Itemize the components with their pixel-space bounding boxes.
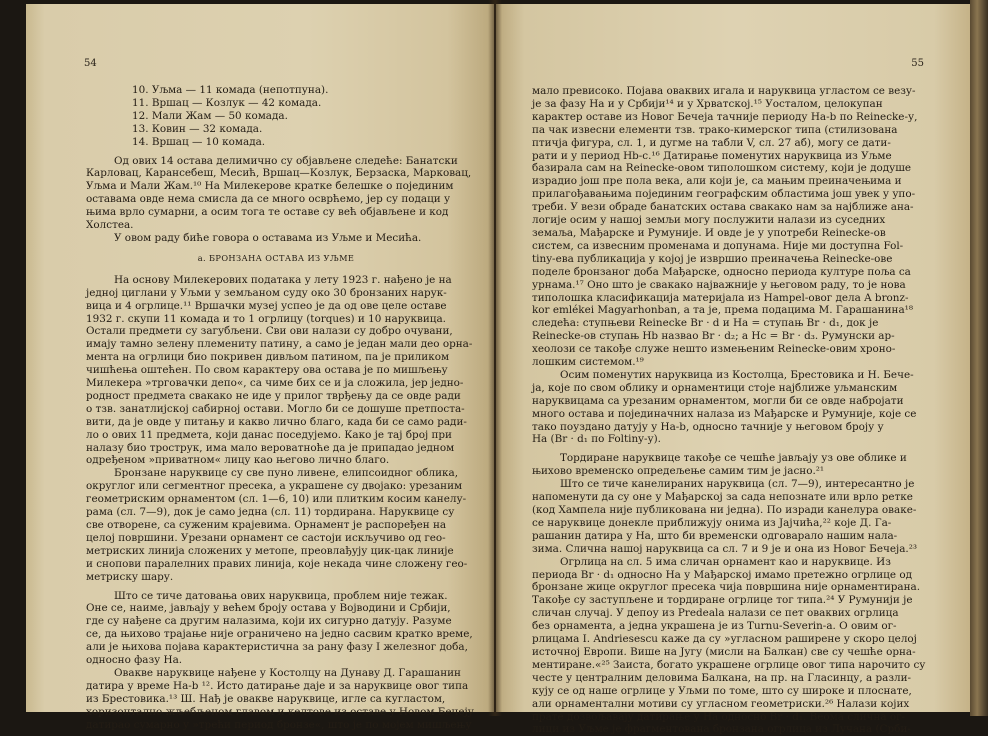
text-line: 1932 г. скупи 11 комада и то 1 огрлицу (torques) и 10 наруквица. bbox=[86, 312, 446, 325]
text-line: одређеном »приватном« лицу као његово лично благо. bbox=[86, 454, 390, 467]
list bbox=[86, 84, 466, 149]
text-line: њима врло сумарни, а осим тога те оставе су већ објављене и код bbox=[86, 206, 449, 219]
text-line: следећа: ступњеви Reinecke Br · d и Ha = ступањ Br · d₁, док је bbox=[532, 317, 879, 330]
text-line: Што се тиче датовања ових наруквица, проблем није тежак. bbox=[114, 589, 448, 602]
text-line: источној Европи. Више на Југу (мисли на Балкан) све су чешће орна- bbox=[532, 645, 916, 658]
text-line: сличан случај. У депоу из Predeala налази се пет оваквих огрлица bbox=[532, 607, 899, 620]
text-line: Огрлица на сл. 5 има сличан орнамент као и наруквице. Из bbox=[560, 555, 891, 568]
paragraph bbox=[86, 467, 466, 583]
left-page-text bbox=[86, 84, 474, 732]
right-page-text bbox=[532, 85, 932, 736]
text-line: Остали предмети су загубљени. Сви ови налази су добро очувани, bbox=[86, 325, 453, 338]
text-line: имају тамно зелену племениту патину, а само је један мали део орна- bbox=[86, 338, 473, 351]
text-line: ја, које по свом облику и орнаментици стоје најближе уљманским bbox=[532, 381, 898, 394]
text-line: рама (сл. 7—9), док је само једна (сл. 11) тордирана. Наруквице су bbox=[86, 506, 455, 519]
text-line: много остава и појединачних налаза из Мађарске и Румуније, које се bbox=[532, 407, 917, 420]
list-item: 14. Вршац — 10 комада. bbox=[132, 135, 266, 148]
paragraph bbox=[86, 589, 473, 667]
text-line: базирала сам на Reinecke-овом типолошком систему, који је додуше bbox=[532, 162, 912, 175]
text-line: рати и у период Hb-c.¹⁶ Датирање поменутих наруквица из Уљме bbox=[532, 149, 892, 162]
text-line: ло о ових 11 предмета, који данас поседујемо. Како је тај број при bbox=[86, 428, 452, 441]
text-line: Од ових 14 остава делимично су објављене следеће: Банатски bbox=[114, 154, 458, 167]
text-line: лици из Уљме је фрагментована бронзана огрлица из Лучана (Срби- bbox=[532, 723, 911, 736]
text-line: Карловац, Карансебеш, Месић, Вршац—Козлук, Берзаска, Марковац, bbox=[86, 167, 472, 180]
paragraph: У овом раду биће говора о оставама из Уљме и Месића. bbox=[114, 231, 422, 244]
text-line: односно фазу Ha. bbox=[86, 654, 183, 667]
text-line: Осим поменутих наруквица из Костолца, Брестовика и Н. Бече- bbox=[560, 368, 914, 381]
text-line: птичја фигура, сл. 1, и дугме на табли V, сл. 27 аб), могу се дати- bbox=[532, 136, 891, 149]
text-line: урнама.¹⁷ Оно што је свакако најважније у његовом раду, то је нова bbox=[532, 278, 906, 291]
text-line: напоменути да су оне у Мађарској за сада непознате или врло ретке bbox=[532, 491, 913, 504]
text-line: вити, да је овде у питању и какво лично благо, када би се само ради- bbox=[86, 415, 467, 428]
book-page-edges bbox=[970, 0, 988, 716]
text-line: округлог или сегментног пресека, а украшене су двојако: урезаним bbox=[86, 480, 463, 493]
text-line: Оне се, наиме, јављају у већем броју остава у Војводини и Србији, bbox=[86, 602, 451, 615]
text-line: али је њихова појава карактеристична за рану фазу I железног доба, bbox=[86, 641, 468, 654]
text-line: треби. У вези обраде банатских остава свакако нам за најближе ана- bbox=[532, 201, 914, 214]
text-line: прилагођавањима појединим географским областима још увек у упо- bbox=[532, 188, 916, 201]
text-line: вица и 4 огрлице.¹¹ Вршачки музеј успео је да од ове целе оставе bbox=[86, 299, 447, 312]
text-line: наруквицама са урезаним орнаментом, могли би се овде набројати bbox=[532, 394, 904, 407]
text-line: о тзв. занатлијској сабирној остави. Могло би се дошуше претпоста- bbox=[86, 402, 465, 415]
text-line: логије осим у нашој земљи могу послужити налази из суседних bbox=[532, 214, 886, 227]
page-number-left: 54 bbox=[84, 58, 97, 69]
text-line: једној циглани у Уљми у земљаном суду око 30 бронзаних нарук- bbox=[86, 286, 447, 299]
text-line: тако поуздано датују у Ha-b, односно тачније у његовом броју у bbox=[532, 420, 884, 433]
text-line: периода Br · d₁ односно Ha у Мађарској имамо претежно огрлице од bbox=[532, 568, 912, 581]
text-line: рашанин датира у Ha, што би временски одговарало нашим нала- bbox=[532, 529, 898, 542]
text-line: па чак извесни елементи тзв. трако-кимерског типа (стилизована bbox=[532, 123, 898, 136]
text-line: где су нађене са другим налазима, који их сигурно датују. Разуме bbox=[86, 615, 452, 628]
list-item: 13. Ковин — 32 комада. bbox=[132, 122, 263, 135]
text-line: На основу Милекерових података у лету 1923 г. нађено је на bbox=[114, 273, 452, 286]
text-line: се, да њихово трајање није ограничено на једно сасвим кратко време, bbox=[86, 628, 473, 641]
text-line: метриских линија сложених у метопе, преовлађују цик-цак линије bbox=[86, 544, 454, 557]
text-line: (код Хампела није публикована ни једна). По изради канелура оваке- bbox=[532, 504, 917, 516]
text-line: геометриским орнаментом (сл. 1—6, 10) или плитким косим канелу- bbox=[86, 493, 467, 506]
text-line: њихово временско опредељење самим тим је јасно.²¹ bbox=[532, 465, 825, 478]
text-line: Уљма и Мали Жам.¹⁰ На Милекерове кратке белешке о појединим bbox=[86, 180, 454, 193]
text-line: чишћења оштећен. По свом карактеру ова остава је по мишљењу bbox=[86, 364, 448, 377]
paragraph bbox=[532, 85, 932, 369]
text-line: и снопови паралелних правих линија, које некада чине сложену гео- bbox=[86, 557, 468, 570]
text-line: датирао сумарно у »трећи период бронзе«, што је по мојем мишљењу bbox=[86, 718, 472, 731]
text-line: прате дозвољавају датирање у Ha односно Br · d₁. Веома слична ог- bbox=[532, 710, 906, 723]
list-item: 12. Мали Жам — 50 комада. bbox=[132, 109, 288, 122]
book-gutter bbox=[488, 0, 502, 716]
text-line: земаља, Мађарске и Румуније. И овде је у употреби Reinecke-ов bbox=[532, 226, 886, 239]
text-line: Ha (Br · d₁ по Foltiny-у). bbox=[532, 433, 661, 446]
paragraph bbox=[86, 154, 472, 232]
text-line: рлицама I. Andriesescu каже да су »угласном раширене у скоро целој bbox=[532, 633, 917, 646]
text-line: типолошка класификација материјала из Hampel-овог дела A bronz- bbox=[532, 291, 909, 304]
text-line: из Брестовика.¹³ Ш. Нађ је овакве наруквице, иглe са кугластом, bbox=[86, 692, 446, 705]
paragraph bbox=[86, 273, 473, 468]
text-line: Тордиране наруквице такође се чешће јављају уз ове облике и bbox=[560, 452, 907, 465]
paragraph bbox=[86, 666, 474, 732]
text-line: налазу био трострук, има мало вероватноће да је припадао једном bbox=[86, 441, 455, 454]
text-line: је за фазу Ha и у Србији¹⁴ и у Хрватској.¹⁵ Уосталом, целокупан bbox=[532, 97, 883, 110]
text-line: али орнаментални мотиви су угласном геометриски.²⁶ Налази којих bbox=[532, 697, 910, 710]
page-number-right: 55 bbox=[911, 58, 924, 69]
text-line: израдио још пре пола века, али који је, са мањим преиначењима и bbox=[532, 175, 902, 188]
list-item: 11. Вршац — Козлук — 42 комада. bbox=[132, 96, 322, 109]
list-item: 10. Уљма — 11 комада (непотпуна). bbox=[132, 84, 329, 96]
text-line: хеолози се такође служе нешто измењеним Reinecke-овим хроно- bbox=[532, 343, 896, 356]
text-line: мента на огрлици био покривен дивљом патином, па је приликом bbox=[86, 351, 450, 364]
text-line: датира у време Ha-b ¹². Исто датирање даје и за наруквице овог типа bbox=[86, 679, 469, 692]
text-line: систем, са извесним променама и допунама. Није ми доступна Fol- bbox=[532, 239, 904, 252]
text-line: зима. Слична нашој наруквица са сл. 7 и 9 је и она из Новог Бечеја.²³ bbox=[532, 542, 918, 555]
text-line: хоризонтално жљебљеном главом и келтове из оставе у Новом Бечеју bbox=[86, 705, 474, 718]
paragraph bbox=[532, 478, 932, 555]
text-line: Такође су заступљене и тордиране огрлице тог типа.²⁴ У Румунији је bbox=[532, 594, 913, 607]
text-line: бронзане жице округлог пресека чија површина није орнаментирана. bbox=[532, 581, 921, 594]
text-line: Reinecke-ов ступањ Hb назвао Br · d₂; а Hc = Br · d₃. Румунски ар- bbox=[532, 330, 895, 343]
text-line: карактер оставе из Новог Бечеја тачније периоду Ha-b по Reinecke-у, bbox=[532, 110, 918, 123]
text-line: ментиране.«²⁵ Заиста, богато украшене огрлице овог типа нарочито су bbox=[532, 658, 926, 671]
text-line: честе у централним деловима Балкана, на пр. на Гласинцу, а разли- bbox=[532, 671, 912, 684]
paragraph bbox=[532, 556, 932, 736]
text-line: Овакве наруквице нађене у Костолцу на Дунаву Д. Гарашанин bbox=[114, 666, 461, 679]
text-line: целој површини. Урезани орнамент се састоји искључиво од гео- bbox=[86, 531, 446, 544]
text-line: kor emlékei Magyarhonban, а та је, према подацима М. Гарашанина¹⁸ bbox=[532, 304, 913, 317]
text-line: tiny-ева публикација у којој је извршио преиначења Reinecke-ове bbox=[532, 252, 893, 265]
text-line: Милекера »трговачки депо«, са чиме бих се и ја сложила, јер једно- bbox=[86, 377, 464, 390]
section-heading: а. БРОНЗАНА ОСТАВА ИЗ УЉМЕ bbox=[197, 252, 355, 263]
left-page bbox=[26, 4, 494, 731]
text-line: метриску шару. bbox=[86, 570, 174, 583]
text-line: поделе бронзаног доба Мађарске, односно периода културе поља са bbox=[532, 265, 911, 278]
text-line: оставама овде нема смисла да се много осврћемо, јер су подаци у bbox=[86, 193, 451, 206]
text-line: лошким системом.¹⁹ bbox=[532, 356, 644, 369]
right-page bbox=[496, 4, 972, 736]
text-line: мало превисоко. Појава оваквих игала и наруквица угластом се везу- bbox=[532, 85, 916, 97]
paragraph bbox=[532, 369, 932, 446]
text-line: родност предмета свакако не иде у прилог тврђењу да се овде ради bbox=[86, 389, 461, 402]
text-line: Холстеа. bbox=[86, 219, 134, 232]
text-line: Бронзане наруквице су све пуно ливене, елипсоидног облика, bbox=[114, 467, 459, 480]
text-line: кују се од наше огрлице у Уљми по томе, што су широке и плоснате, bbox=[532, 684, 912, 697]
text-line: без орнамента, а једна украшена је из Turnu-Severin-a. О овим ог- bbox=[532, 620, 897, 633]
text-line: Што се тиче канелираних наруквица (сл. 7—9), интересантно је bbox=[560, 478, 915, 491]
text-line: се наруквице донекле приближују онима из Јајчића,²² које Д. Га- bbox=[532, 516, 892, 529]
text-line: све отворене, са суженим крајевима. Орнамент је распоређен на bbox=[86, 519, 447, 531]
paragraph bbox=[532, 452, 932, 478]
